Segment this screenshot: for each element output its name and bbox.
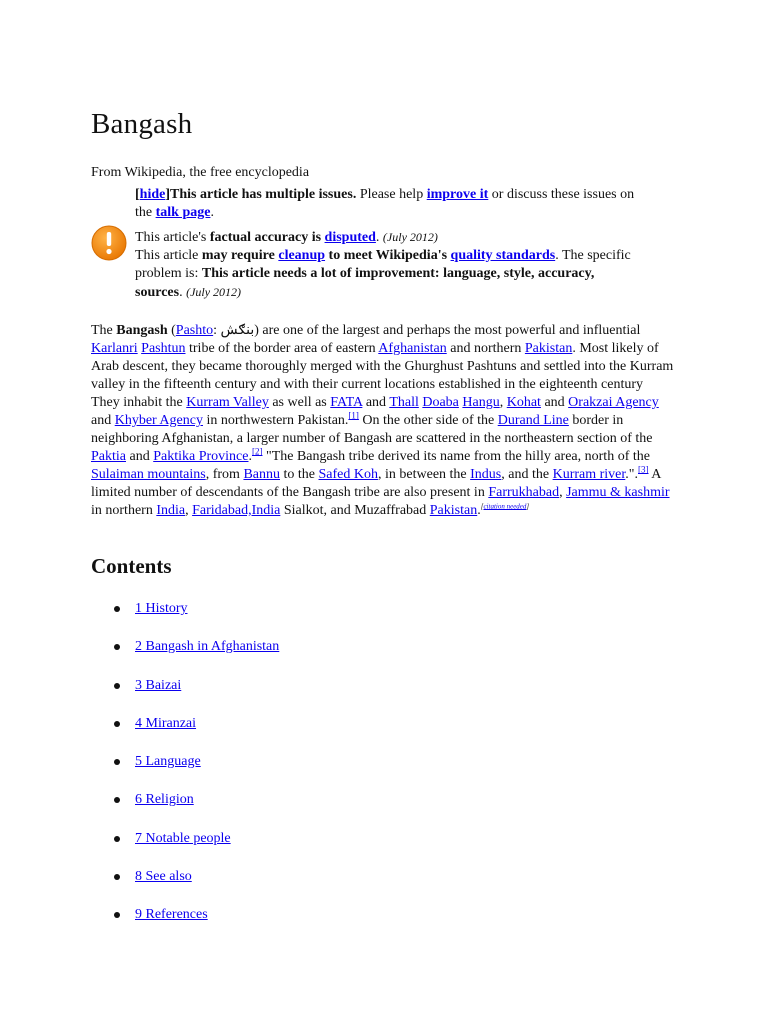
tagline: From Wikipedia, the free encyclopedia [91, 165, 310, 180]
doaba-link[interactable]: Doaba [422, 395, 459, 410]
toc-item [91, 715, 279, 753]
issue-bold: may require [201, 248, 279, 263]
reference-3-link[interactable]: [3] [638, 464, 649, 475]
body-text: and [126, 449, 154, 464]
jammu-kashmir-link[interactable]: Jammu & kashmir [566, 485, 670, 500]
toc-link-miranzai[interactable]: 4 Miranzai [135, 715, 197, 731]
body-text: , from [205, 467, 244, 482]
body-text: , [499, 395, 507, 410]
toc-item [91, 830, 279, 868]
kurram-river-link[interactable]: Kurram river [552, 467, 626, 482]
issue-bold: This article needs a lot of improvement: language, style, accuracy, sources [135, 266, 595, 300]
body-text: .". [625, 467, 639, 482]
kurram-valley-link[interactable]: Kurram Valley [186, 395, 269, 410]
karlanri-link[interactable]: Karlanri [91, 341, 138, 356]
citation-needed [481, 502, 529, 510]
bullet-icon [114, 874, 120, 880]
body-text: . Most likely of Arab descent, they became thoroughly merged with the Ghurghust Pashtuns and settled into the Kurram valley in the fifteenth century and with their current locations established in the eighteenth century They inhabit the [91, 341, 674, 410]
india-link[interactable]: India [156, 503, 186, 518]
toc-link-notable-people[interactable]: 7 Notable people [135, 830, 231, 846]
toc-link-religion[interactable]: 6 Religion [135, 792, 194, 808]
ambox-header-text: or discuss these issues on the [135, 187, 635, 220]
toc-link-see-also[interactable]: 8 See also [135, 869, 192, 885]
bullet-icon [114, 683, 120, 689]
body-text: The [91, 323, 117, 338]
issue-cleanup [135, 247, 635, 302]
toc-item [91, 868, 279, 906]
toc-item [91, 677, 279, 715]
ambox-header-bold: This article has multiple issues. [170, 187, 357, 202]
faridabad-india-link[interactable]: Faridabad,India [192, 503, 281, 518]
issue-text: This article [135, 248, 202, 263]
talk-page-link[interactable]: talk page [155, 205, 211, 220]
reference-2-link[interactable]: [2] [251, 446, 263, 457]
hangu-link[interactable]: Hangu [462, 395, 500, 410]
issue-text: This article's [135, 230, 210, 245]
body-text: , and the [501, 467, 553, 482]
body-text: . [477, 503, 481, 518]
cleanup-link[interactable]: cleanup [278, 248, 326, 263]
sulaiman-mountains-link[interactable]: Sulaiman mountains [91, 467, 206, 482]
body-text: to the [280, 467, 319, 482]
bannu-link[interactable]: Bannu [243, 467, 280, 482]
ambox-header-end: . [210, 205, 214, 220]
khyber-agency-link[interactable]: Khyber Agency [114, 413, 203, 428]
pashto-link[interactable]: Pashto [175, 323, 214, 338]
hide-link[interactable]: hide [139, 187, 166, 202]
bullet-icon [114, 644, 120, 650]
pakistan-link[interactable]: Pakistan [524, 341, 573, 356]
body-text: On the other side of the [358, 413, 498, 428]
issue-text: . The specific problem is: [135, 248, 631, 281]
quality-standards-link[interactable]: quality standards [450, 248, 556, 263]
ambox-header [135, 186, 635, 222]
orakzai-agency-link[interactable]: Orakzai Agency [568, 395, 659, 410]
issue-text: . [179, 285, 187, 300]
durand-line-link[interactable]: Durand Line [497, 413, 569, 428]
body-text: and [91, 413, 115, 428]
safed-koh-link[interactable]: Safed Koh [318, 467, 378, 482]
body-text: ( [167, 323, 176, 338]
reference-1-link[interactable]: [1] [348, 410, 359, 421]
issue-bold: factual accuracy is [209, 230, 325, 245]
body-text: Sialkot, and Muzaffrabad [280, 503, 430, 518]
bullet-icon [114, 606, 120, 612]
improve-it-link[interactable]: improve it [426, 187, 489, 202]
toc-item [91, 638, 279, 676]
cn-bracket: ] [526, 502, 530, 511]
body-text: and [540, 395, 569, 410]
pashtun-link[interactable]: Pashtun [141, 341, 186, 356]
paktia-link[interactable]: Paktia [91, 449, 126, 464]
bullet-icon [114, 836, 120, 842]
thall-link[interactable]: Thall [389, 395, 419, 410]
ambox-header-text: Please help [356, 187, 427, 202]
issue-bold: to meet Wikipedia's [325, 248, 451, 263]
farrukhabad-link[interactable]: Farrukhabad [488, 485, 560, 500]
body-text: . [248, 449, 252, 464]
kohat-link[interactable]: Kohat [506, 395, 541, 410]
bullet-icon [114, 721, 120, 727]
body-text: , [185, 503, 193, 518]
bullet-icon [114, 912, 120, 918]
body-text: , [559, 485, 567, 500]
contents-heading: Contents [91, 554, 172, 578]
body-text: : بنګش) are one of the largest and perhaps the most powerful and influential [213, 323, 641, 338]
indus-link[interactable]: Indus [470, 467, 502, 482]
body-text: in northwestern Pakistan. [202, 413, 349, 428]
toc-link-bangash-in-afghanistan[interactable]: 2 Bangash in Afghanistan [135, 639, 280, 655]
body-text: and northern [446, 341, 525, 356]
body-text: tribe of the border area of eastern [185, 341, 379, 356]
toc-item [91, 791, 279, 829]
fata-link[interactable]: FATA [330, 395, 363, 410]
cn-bracket: [ [480, 502, 484, 511]
afghanistan-link[interactable]: Afghanistan [378, 341, 447, 356]
hide-bracket-close: ] [165, 187, 171, 202]
issue-date: (July 2012) [382, 230, 438, 244]
body-text: and [362, 395, 390, 410]
paktika-province-link[interactable]: Paktika Province [153, 449, 249, 464]
toc-link-references[interactable]: 9 References [135, 907, 208, 923]
ambox-issues [135, 228, 635, 302]
disputed-link[interactable]: disputed [324, 230, 376, 245]
issue-date: (July 2012) [186, 285, 242, 299]
issue-disputed [135, 228, 635, 247]
citation-needed-link[interactable]: citation needed [483, 502, 527, 511]
toc-link-baizai[interactable]: 3 Baizai [135, 677, 182, 693]
body-text: as well as [268, 395, 331, 410]
issue-text: . [375, 230, 383, 245]
intro-paragraph [91, 322, 675, 520]
body-text: , in between the [378, 467, 471, 482]
toc-link-language[interactable]: 5 Language [135, 754, 201, 770]
toc-item [91, 753, 279, 791]
body-text: A limited number of descendants of the Bangash tribe are also present in [91, 467, 661, 500]
toc-link-history[interactable]: 1 History [135, 601, 188, 616]
page-title: Bangash [91, 108, 193, 140]
bullet-icon [114, 797, 120, 803]
pakistan-link-2[interactable]: Pakistan [429, 503, 478, 518]
body-text: border in neighboring Afghanistan, a larger number of Bangash are scattered in the northeastern section of the [91, 413, 653, 446]
toc-item [91, 600, 279, 638]
bullet-icon [114, 759, 120, 765]
hide-bracket-open: [ [135, 187, 140, 202]
body-bold: Bangash [116, 323, 168, 338]
body-text: in northern [91, 503, 157, 518]
table-of-contents [91, 600, 279, 945]
warning-icon [91, 225, 127, 261]
body-text: "The Bangash tribe derived its name from the hilly area, north of the [262, 449, 650, 464]
toc-item [91, 906, 279, 944]
